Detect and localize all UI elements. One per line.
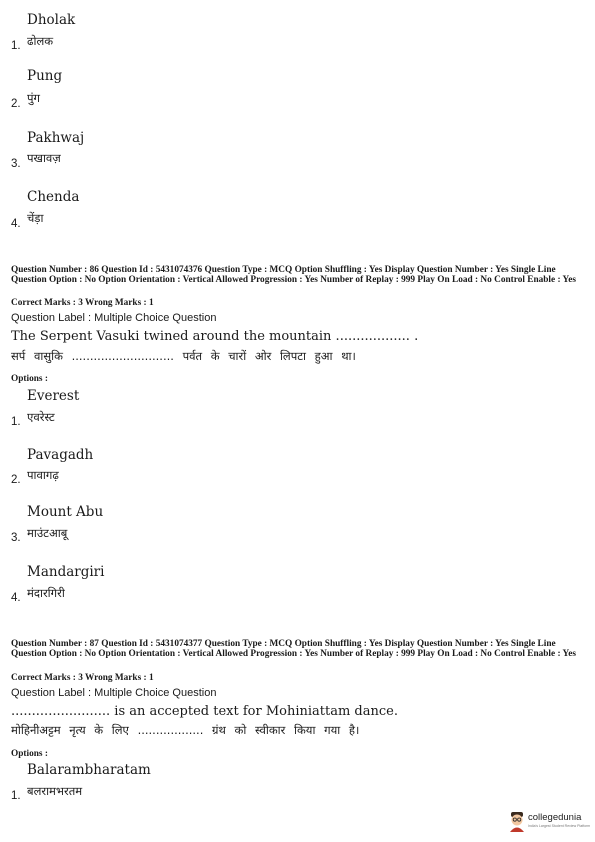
option-hi: बलरामभरतम <box>27 784 83 798</box>
option-en: Pakhwaj <box>27 130 85 146</box>
question-meta: Question Number : 86 Question Id : 5431074376 Question Type : MCQ Option Shuffling : Yes Display Question Number : Yes Single Line Question Option : No Option Orientation : Vertical Allowed Progression : Yes Number of Replay : 999 Play On Load : No Control Enable : Yes <box>11 265 576 285</box>
option-en: Mandargiri <box>27 564 105 580</box>
option-number: 2. <box>11 98 21 110</box>
option-hi: मंदारगिरी <box>27 586 65 600</box>
question-text-en: The Serpent Vasuki twined around the mountain .................. . <box>11 329 419 344</box>
option-number: 1. <box>11 790 21 802</box>
question-text-hi: सर्प वासुकि ............................ पर्वत के चारों ओर लिपटा हुआ था। <box>11 349 356 363</box>
option-hi: चेंड़ा <box>27 211 44 225</box>
option-en: Pung <box>27 68 63 84</box>
option-en: Mount Abu <box>27 504 104 520</box>
question-text-hi: मोहिनीअट्टम नृत्य के लिए .................. ग्रंथ को स्वीकार किया गया है। <box>11 723 360 737</box>
option-en: Chenda <box>27 189 80 205</box>
option-en: Everest <box>27 388 80 404</box>
question-meta: Question Number : 87 Question Id : 5431074377 Question Type : MCQ Option Shuffling : Yes Display Question Number : Yes Single Line Question Option : No Option Orientation : Vertical Allowed Progression : Yes Number of Replay : 999 Play On Load : No Control Enable : Yes <box>11 639 576 659</box>
option-number: 1. <box>11 416 21 428</box>
option-hi: माउंटआबू <box>27 526 68 540</box>
question-label: Question Label : Multiple Choice Question <box>11 687 217 699</box>
logo-tagline: India's Largest Student Review Platform <box>528 824 591 828</box>
question-label: Question Label : Multiple Choice Question <box>11 312 217 324</box>
option-hi: पखावज़ <box>27 151 61 165</box>
option-hi: पावागढ़ <box>27 468 59 482</box>
option-number: 3. <box>11 532 21 544</box>
logo-text: collegedunia <box>528 812 582 823</box>
question-text-en: ........................ is an accepted text for Mohiniattam dance. <box>11 704 398 719</box>
option-hi: पुंग <box>27 91 41 105</box>
option-hi: ढोलक <box>27 34 54 48</box>
mascot-icon <box>508 811 526 833</box>
options-label: Options : <box>11 749 48 759</box>
collegedunia-logo <box>508 811 592 833</box>
option-number: 1. <box>11 40 21 52</box>
question-marks: Correct Marks : 3 Wrong Marks : 1 <box>11 673 154 683</box>
question-marks: Correct Marks : 3 Wrong Marks : 1 <box>11 298 154 308</box>
option-en: Pavagadh <box>27 447 94 463</box>
option-number: 4. <box>11 218 21 230</box>
option-number: 2. <box>11 474 21 486</box>
option-number: 4. <box>11 592 21 604</box>
options-label: Options : <box>11 374 48 384</box>
option-en: Dholak <box>27 12 76 28</box>
option-hi: एवरेस्ट <box>27 410 55 424</box>
option-en: Balarambharatam <box>27 762 151 778</box>
option-number: 3. <box>11 158 21 170</box>
